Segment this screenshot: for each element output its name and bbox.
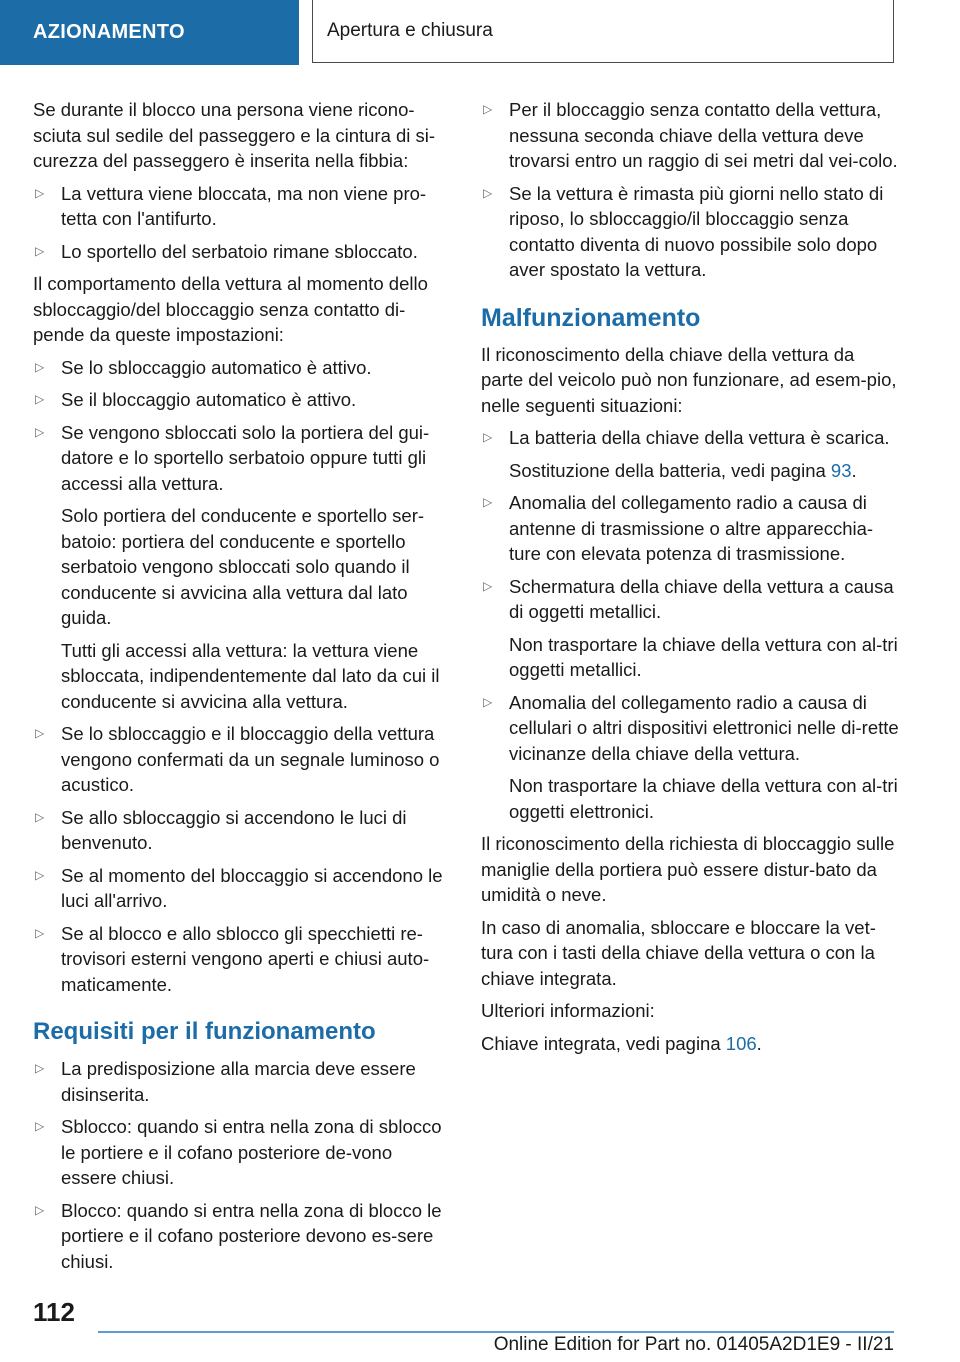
- chapter-header: [312, 0, 894, 63]
- page-link-93[interactable]: 93: [830, 459, 852, 481]
- triangle-bullet-icon: ▷: [35, 1119, 45, 1133]
- list-item: ▷ Se vengono sbloccati solo la portiera del gui-datore e lo sportello serbatoio oppure tutti gli accessi alla vettura. Solo portiera del conducente e sportello ser-batoio: portiera del conducente e sportello serbatoio vengono sbloccati solo quando il conducente si avvicina alla vettura dal lato guida. Tutti gli accessi alla vettura: la vettura viene sbloccata, indipendentemente dal lato da cui il conducente si avvicina alla vettura.: [33, 420, 448, 715]
- triangle-bullet-icon: ▷: [483, 185, 493, 200]
- triangle-bullet-icon: ▷: [483, 430, 493, 444]
- list-item: ▷ Se al momento del bloccaggio si accendono le luci all'arrivo.: [35, 864, 443, 911]
- paragraph: Ulteriori informazioni:: [481, 1000, 655, 1021]
- bullet-list: [33, 355, 448, 998]
- list-item-note: Tutti gli accessi alla vettura: la vettura viene sbloccata, indipendentemente dal lato da cui il conducente si avvicina alla vettura.: [61, 639, 440, 712]
- list-item-note: Non trasportare la chiave della vettura con al-tri oggetti elettronici.: [509, 775, 898, 822]
- bullet-list: [481, 425, 899, 824]
- section-title: AZIONAMENTO: [33, 21, 185, 43]
- triangle-bullet-icon: ▷: [35, 185, 45, 200]
- list-item: ▷ Se il bloccaggio automatico è attivo.: [33, 387, 448, 413]
- triangle-bullet-icon: ▷: [35, 925, 45, 940]
- triangle-bullet-icon: ▷: [35, 809, 45, 824]
- triangle-bullet-icon: ▷: [483, 578, 493, 593]
- bullet-list: [481, 97, 899, 283]
- paragraph: Il riconoscimento della chiave della vettura da parte del veicolo può non funzionare, ad esem-pio, nelle seguenti situazioni:: [481, 343, 897, 416]
- list-item: ▷ Sblocco: quando si entra nella zona di sblocco le portiere e il cofano posteriore de-vono essere chiusi.: [35, 1116, 442, 1188]
- section-heading: Requisiti per il funzionamento: [33, 1018, 376, 1045]
- list-item-note: Non trasportare la chiave della vettura con al-tri oggetti metallici.: [509, 633, 898, 680]
- footer-text: Online Edition for Part no. 01405A2D1E9 - II/21: [493, 1334, 894, 1355]
- right-column: [481, 97, 899, 1063]
- section-heading: Malfunzionamento: [481, 303, 701, 332]
- list-item: ▷ La batteria della chiave della vettura è scarica. Sostituzione della batteria, vedi pagina 93.: [481, 425, 899, 483]
- triangle-bullet-icon: ▷: [35, 867, 45, 882]
- triangle-bullet-icon: ▷: [35, 359, 45, 374]
- list-item: ▷ Per il bloccaggio senza contatto della vettura, nessuna seconda chiave della vettura deve trovarsi entro un raggio di sei metri dal vei-colo.: [483, 99, 898, 171]
- paragraph: Chiave integrata, vedi pagina 106.: [481, 1032, 762, 1054]
- triangle-bullet-icon: ▷: [35, 1061, 45, 1075]
- footer-divider: [98, 1331, 894, 1333]
- section-tab: [0, 0, 299, 65]
- list-item: ▷ Se allo sbloccaggio si accendono le luci di benvenuto.: [35, 806, 407, 853]
- triangle-bullet-icon: ▷: [35, 1202, 45, 1217]
- bullet-list: [33, 1056, 448, 1274]
- bullet-list: [33, 181, 448, 265]
- list-item: ▷ Se al blocco e allo sblocco gli specchietti re-trovisori esterni vengono aperti e chiusi auto-maticamente.: [35, 922, 430, 995]
- triangle-bullet-icon: ▷: [483, 694, 493, 709]
- list-item: ▷ Anomalia del collegamento radio a causa di cellulari o altri dispositivi elettronici nelle di-rette vicinanze della chiave della vettura. Non trasportare la chiave della vettura con al-tri oggetti elettronici.: [481, 690, 899, 825]
- triangle-bullet-icon: ▷: [35, 726, 45, 740]
- chapter-title: Apertura e chiusura: [327, 20, 493, 41]
- list-item: ▷ Se la vettura è rimasta più giorni nello stato di riposo, lo sbloccaggio/il bloccaggio senza contatto diventa di nuovo possibile solo dopo aver spostato la vettura.: [483, 182, 884, 280]
- page-number: 112: [33, 1297, 75, 1327]
- list-item: ▷ La vettura viene bloccata, ma non viene pro-tetta con l'antifurto.: [35, 182, 427, 229]
- list-item: ▷ La predisposizione alla marcia deve essere disinserita.: [35, 1058, 416, 1105]
- paragraph: Se durante il blocco una persona viene ricono-sciuta sul sedile del passeggero e la cintura di si-curezza del passeggero è inserita nella fibbia:: [33, 99, 436, 171]
- triangle-bullet-icon: ▷: [35, 243, 45, 258]
- page-link-106[interactable]: 106: [725, 1032, 757, 1054]
- left-column: [33, 97, 448, 1281]
- triangle-bullet-icon: ▷: [483, 495, 493, 509]
- list-item: ▷ Se lo sbloccaggio automatico è attivo.: [33, 355, 448, 381]
- triangle-bullet-icon: ▷: [483, 102, 493, 116]
- list-item: ▷ Lo sportello del serbatoio rimane sbloccato.: [33, 239, 448, 265]
- list-item-note: Solo portiera del conducente e sportello ser-batoio: portiera del conducente e sportello serbatoio vengono sbloccati solo quando il conducente si avvicina alla vettura dal lato guida.: [61, 505, 425, 628]
- list-item: ▷ Blocco: quando si entra nella zona di blocco le portiere e il cofano posteriore devono es-sere chiusi.: [35, 1199, 442, 1272]
- triangle-bullet-icon: ▷: [35, 424, 45, 439]
- list-item-note: Sostituzione della batteria, vedi pagina 93.: [509, 459, 857, 481]
- paragraph: Il riconoscimento della richiesta di bloccaggio sulle maniglie della portiera può essere distur-bato da umidità o neve.: [481, 833, 895, 905]
- list-item: ▷ Anomalia del collegamento radio a causa di antenne di trasmissione o altre apparecchia-ture con elevata potenza di trasmissione.: [483, 492, 874, 564]
- paragraph: In caso di anomalia, sbloccare e bloccare la vet-tura con i tasti della chiave della vettura o con la chiave integrata.: [481, 916, 876, 989]
- list-item: ▷ Schermatura della chiave della vettura a causa di oggetti metallici. Non trasportare la chiave della vettura con al-tri oggetti metallici.: [481, 574, 899, 683]
- list-item: ▷ Se lo sbloccaggio e il bloccaggio della vettura vengono confermati da un segnale luminoso o acustico.: [35, 723, 440, 795]
- triangle-bullet-icon: ▷: [35, 392, 45, 406]
- paragraph: Il comportamento della vettura al momento dello sbloccaggio/del bloccaggio senza contatto di-pende da queste impostazioni:: [33, 273, 428, 345]
